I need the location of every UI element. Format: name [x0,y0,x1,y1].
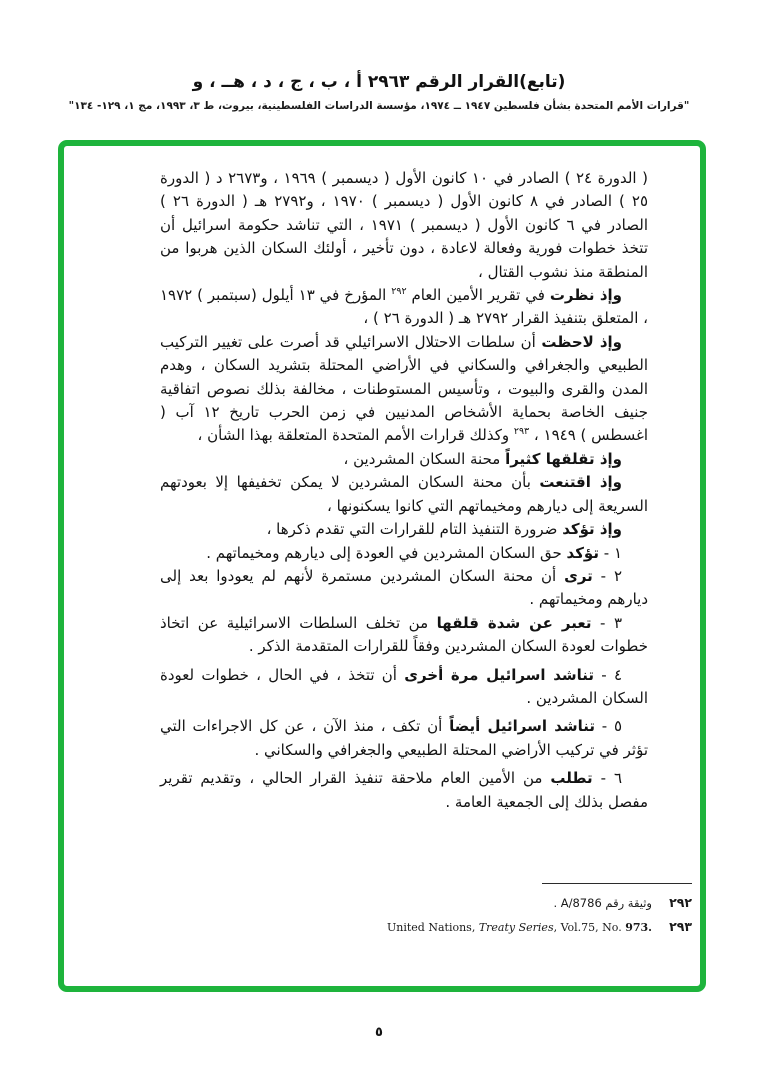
footnotes-section [232,883,692,943]
footnote-list [232,895,692,934]
footnote-text: وثيقة رقم A/8786 . [553,896,652,910]
paragraph: ٣ - تعبر عن شدة قلقها من تخلف السلطات الاسرائيلية عن اتخاذ خطوات لعودة السكان المشردين وفقاً للقرارات المتقدمة الذكر . [160,613,648,656]
page-number: ٥ [375,1025,383,1040]
footnote-row [232,895,692,910]
body-paragraphs [64,146,700,814]
footnote-number: ٢٩٣ [669,919,692,934]
green-border-box [58,140,706,992]
footnote-text: United Nations, Treaty Series, Vol.75, No. 973. [387,921,652,934]
paragraph: ٤ - تناشد اسرائيل مرة أخرى أن تتخذ ، في الحال ، خطوات لعودة السكان المشردين . [160,665,648,707]
paragraph: ١ - تؤكد حق السكان المشردين في العودة إلى ديارهم ومخيماتهم . [206,543,622,562]
footnote-number: ٢٩٢ [669,895,692,910]
page-header [0,72,758,112]
paragraph: وإذ لاحظت أن سلطات الاحتلال الاسرائيلي قد أصرت على تغيير التركيب الطبيعي والجغرافي والسكاني في الأراضي المحتلة بتشريد السكان ، وهدم المدن والقرى والبيوت ، وتأسيس المستوطنات ، مخالفة بذلك نصوص اتفاقية جنيف الخاصة بحماية الأشخاص المدنيين في زمن الحرب تاريخ ١٢ آب ( اغسطس ) ١٩٤٩ ، $^{٢٩٣}$ وكذلك قرارات الأمم المتحدة المتعلقة بهذا الشأن ، [160,332,648,445]
paragraph: وإذ تؤكد ضرورة التنفيذ التام للقرارات التي تقدم ذكرها ، [266,520,622,539]
resolution-title: (تابع)القرار الرقم ٢٩٦٣ أ ، ب ، ج ، د ، هــ ، و [192,72,566,92]
paragraph: وإذ اقتنعت بأن محنة السكان المشردين لا يمكن تخفيفها إلا بعودتهم السريعة إلى ديارهم ومخيماتهم التي كانوا يسكنونها ، [160,473,648,515]
paragraph: ٢ - ترى أن محنة السكان المشردين مستمرة لأنهم لم يعودوا بعد إلى ديارهم ومخيماتهم . [160,566,648,609]
footnote-separator [542,883,692,884]
paragraph: وإذ نظرت في تقرير الأمين العام $^{٢٩٢}$ المؤرخ في ١٣ أيلول (سبتمبر ) ١٩٧٢ ، المتعلق بتنفيذ القرار ٢٧٩٢ هـ ( الدورة ٢٦ ) ، [160,286,648,328]
paragraph: وإذ تقلقها كثيراً محنة السكان المشردين ، [343,449,622,468]
paragraph: ( الدورة ٢٤ ) الصادر في ١٠ كانون الأول ( ديسمبر ) ١٩٦٩ ، و٢٦٧٣ د ( الدورة ٢٥ ) الصادر في ٨ كانون الأول ( ديسمبر ) ١٩٧٠ ، و٢٧٩٢ هـ ( الدورة ٢٦ ) الصادر في ٦ كانون الأول ( ديسمبر ) ١٩٧١ ، التي تناشد حكومة اسرائيل أن تتخذ خطوات فورية وفعالة لاعادة ، دون تأخير ، أولئك السكان الذين هربوا من المنطقة منذ نشوب القتال ، [160,169,649,281]
paragraph: ٦ - تطلب من الأمين العام ملاحقة تنفيذ القرار الحالي ، وتقديم تقرير مفصل بذلك إلى الجمعية العامة . [160,769,648,811]
paragraph: ٥ - تناشد اسرائيل أيضاً أن تكف ، منذ الآن ، عن كل الاجراءات التي تؤثر في تركيب الأراضي المحتلة الطبيعي والجغرافي والسكاني . [160,717,648,759]
footnote-row [232,919,692,934]
source-citation: "قرارات الأمم المتحدة بشأن فلسطين ١٩٤٧ ــ ١٩٧٤، مؤسسة الدراسات الفلسطينية، بيروت، ط ٣، ١٩٩٣، مج ١، ١٢٩- ١٣٤" [68,100,690,112]
